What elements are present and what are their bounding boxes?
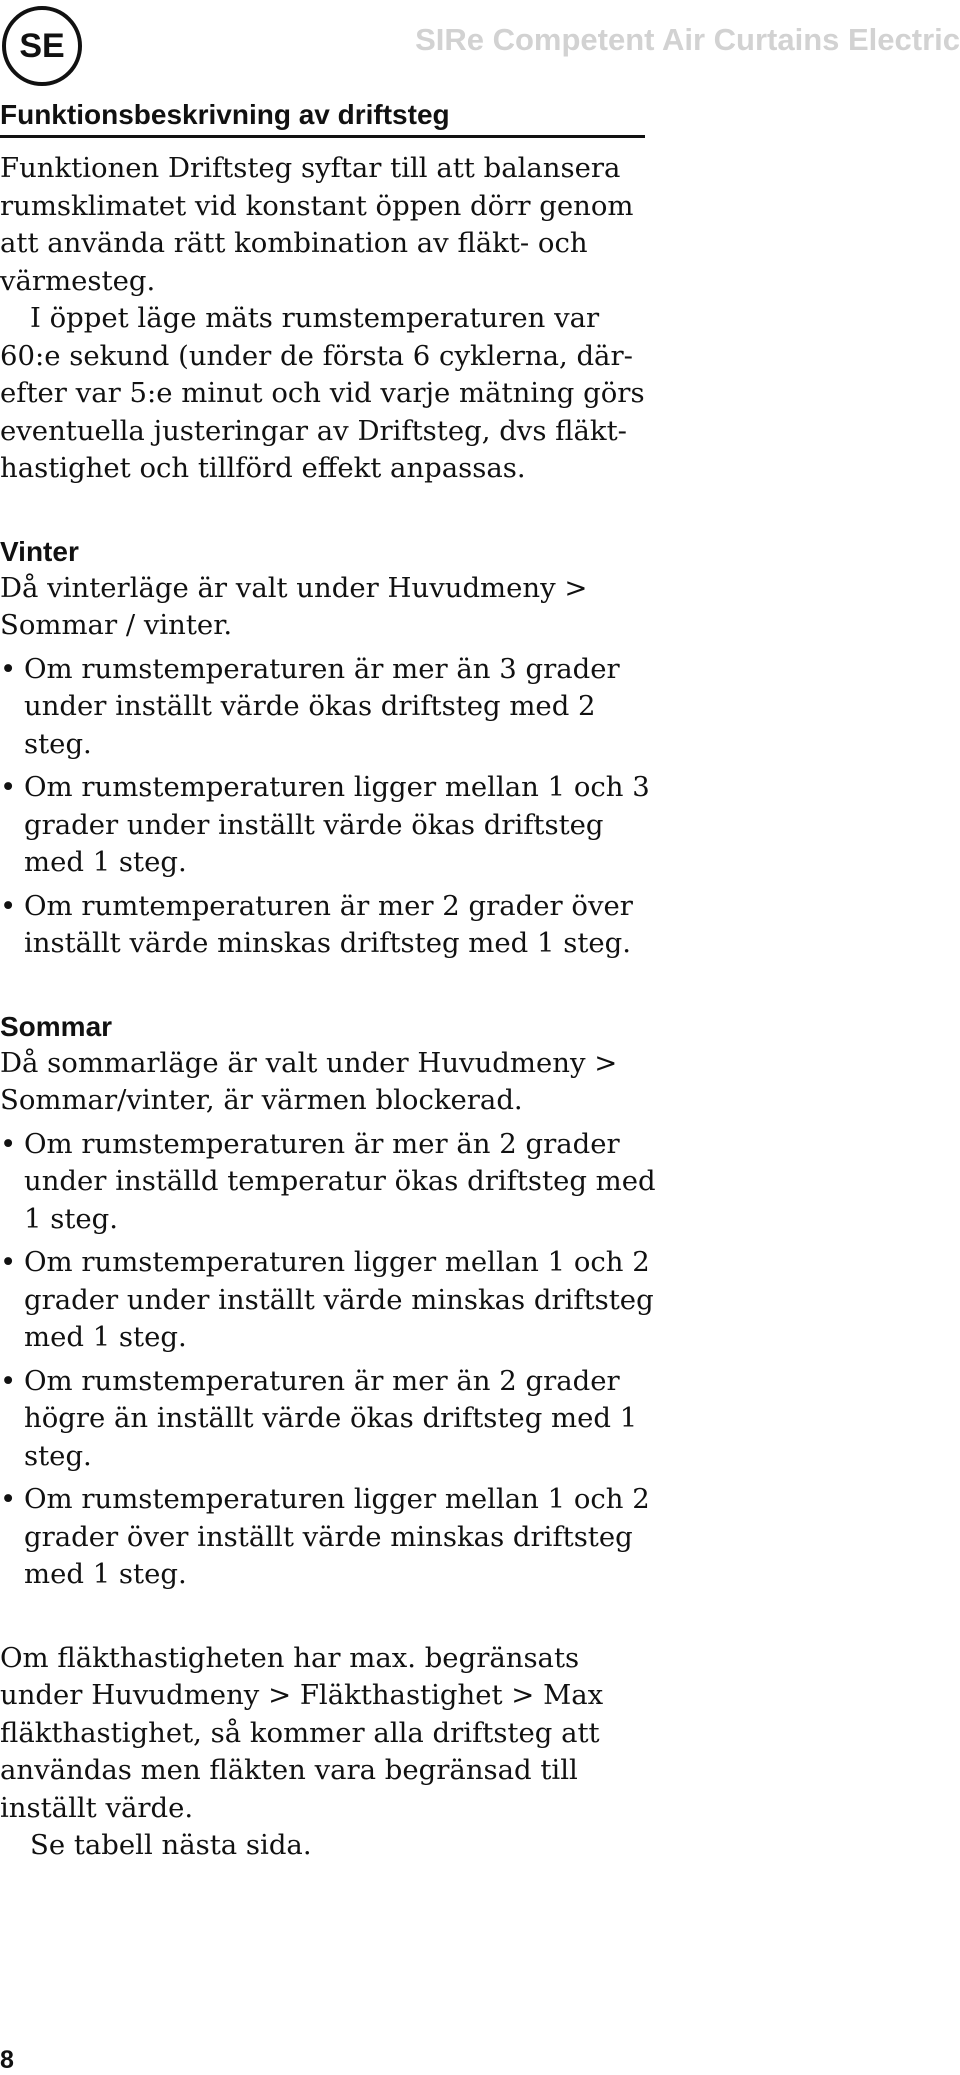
bullet-icon: • [0,771,17,803]
intro-paragraph: Funktionen Driftsteg syftar till att balansera rumsklimatet vid konstant öppen dörr genom att använda rätt kombination av fläkt- och värmesteg. [0,152,634,297]
summer-bullet-item [0,1244,660,1357]
winter-description: Då vinterläge är valt under Huvudmeny > Sommar / vinter. [0,571,588,641]
bullet-icon: • [0,1127,17,1160]
bullet-icon: • [0,889,17,922]
bullet-icon: • [0,1246,17,1278]
winter-bullet-item [0,888,660,963]
page-number: 8 [0,2046,14,2074]
bullet-text: Om rumstemperaturen är mer än 3 grader under inställt värde ökas driftsteg med 2 steg. [24,652,620,760]
summer-bullet-item [0,1126,660,1239]
bullet-text: Om rumstemperaturen ligger mellan 1 och 3 grader under inställt värde ökas driftsteg med 1 steg. [24,771,650,878]
bullet-text: Om rumstemperaturen ligger mellan 1 och 2 grader under inställt värde minskas driftsteg med 1 steg. [24,1246,654,1353]
bullet-text: Om rumstemperaturen är mer än 2 grader högre än inställt värde ökas driftsteg med 1 steg. [24,1364,638,1472]
intro-paragraph: I öppet läge mäts rumstemperaturen var 60:e sekund (under de första 6 cyklerna, där-efter var 5:e minut och vid varje mätning görs eventuella justeringar av Driftsteg, dvs fläkt-hastighet och tillförd effekt anpassas. [0,302,645,484]
summer-bullet-item [0,1363,660,1476]
document-body [0,150,660,1865]
bullet-icon: • [0,1364,17,1397]
winter-heading: Vinter [0,535,79,567]
language-badge: SE [2,6,82,86]
bullet-text: Om rumstemperaturen är mer än 2 grader under inställd temperatur ökas driftsteg med 1 steg. [24,1127,656,1235]
winter-bullet-list [0,651,660,963]
winter-bullet-item [0,769,660,882]
bullet-text: Om rumtemperaturen är mer 2 grader över inställt värde minskas driftsteg med 1 steg. [24,889,633,959]
summer-bullet-item [0,1481,660,1594]
summer-description: Då sommarläge är valt under Huvudmeny > Sommar/vinter, är värmen blockerad. [0,1046,618,1116]
bullet-icon: • [0,1483,17,1515]
brand-title: SIRe Competent Air Curtains Electric [415,22,960,57]
summer-bullet-list [0,1126,660,1594]
closing-paragraph: Se tabell nästa sida. [30,1829,312,1861]
section-title: Funktionsbeskrivning av driftsteg [0,97,645,138]
summer-heading: Sommar [0,1010,113,1042]
winter-bullet-item [0,651,660,764]
bullet-text: Om rumstemperaturen ligger mellan 1 och 2 grader över inställt värde minskas driftsteg med 1 steg. [24,1483,650,1590]
closing-paragraph: Om fläkthastigheten har max. begränsats under Huvudmeny > Fläkthastighet > Max fläkthastighet, så kommer alla driftsteg att användas men fläkten vara begränsad till inställt värde. [0,1641,604,1824]
bullet-icon: • [0,652,17,685]
